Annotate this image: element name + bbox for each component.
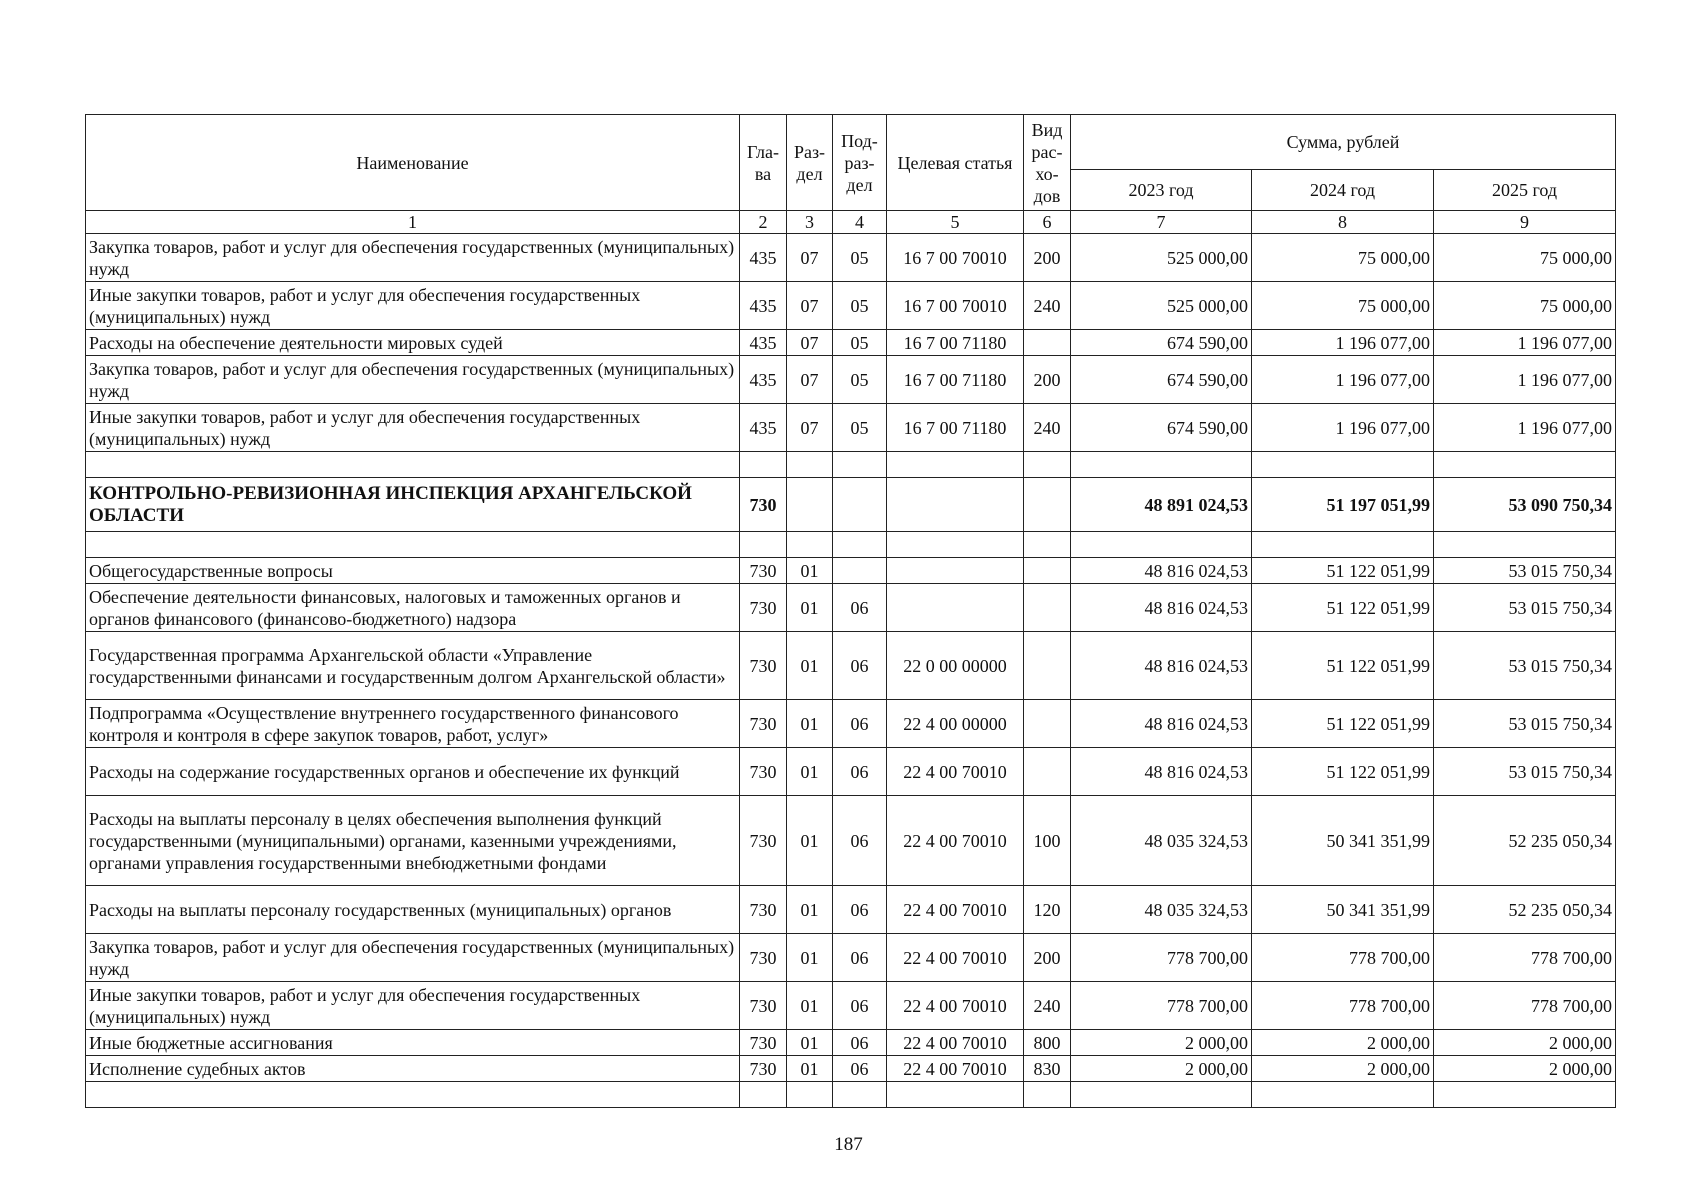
row-amount-2024: 2 000,00 bbox=[1252, 1056, 1434, 1082]
row-amount-2023: 674 590,00 bbox=[1071, 404, 1252, 452]
row-name: Государственная программа Архангельской области «Управление государственными финансами и государственным долгом Архангельской области» bbox=[86, 632, 740, 700]
row-podrazdel bbox=[833, 532, 887, 558]
row-name: Иные закупки товаров, работ и услуг для обеспечения государственных (муниципальных) нужд bbox=[86, 404, 740, 452]
row-razdel: 07 bbox=[787, 282, 833, 330]
row-name: Расходы на содержание государственных органов и обеспечение их функций bbox=[86, 748, 740, 796]
row-glava: 435 bbox=[740, 282, 787, 330]
row-razdel: 01 bbox=[787, 748, 833, 796]
row-name: Расходы на выплаты персоналу в целях обеспечения выполнения функций государственными (муниципальными) органами, казенными учреждениями, органами управления государственными внебюджетными фондами bbox=[86, 796, 740, 886]
table-row bbox=[86, 452, 1616, 478]
row-target-article: 16 7 00 70010 bbox=[887, 234, 1024, 282]
table-row bbox=[86, 558, 1616, 584]
header-razdel: Раз-дел bbox=[787, 115, 833, 211]
row-target-article: 16 7 00 71180 bbox=[887, 404, 1024, 452]
row-name: Иные закупки товаров, работ и услуг для обеспечения государственных (муниципальных) нужд bbox=[86, 282, 740, 330]
row-glava: 435 bbox=[740, 330, 787, 356]
column-number: 4 bbox=[833, 211, 887, 234]
row-amount-2025 bbox=[1434, 532, 1616, 558]
row-target-article: 22 4 00 70010 bbox=[887, 886, 1024, 934]
row-podrazdel: 06 bbox=[833, 700, 887, 748]
row-amount-2023: 2 000,00 bbox=[1071, 1056, 1252, 1082]
row-amount-2023: 48 816 024,53 bbox=[1071, 748, 1252, 796]
row-amount-2023: 48 816 024,53 bbox=[1071, 558, 1252, 584]
row-name: Расходы на обеспечение деятельности мировых судей bbox=[86, 330, 740, 356]
header-year-2024: 2024 год bbox=[1252, 170, 1434, 211]
row-podrazdel: 06 bbox=[833, 886, 887, 934]
row-expense-type: 800 bbox=[1024, 1030, 1071, 1056]
row-podrazdel bbox=[833, 478, 887, 532]
row-name: Иные закупки товаров, работ и услуг для обеспечения государственных (муниципальных) нужд bbox=[86, 982, 740, 1030]
budget-table bbox=[85, 114, 1616, 1108]
row-amount-2025: 53 015 750,34 bbox=[1434, 632, 1616, 700]
row-glava: 730 bbox=[740, 1030, 787, 1056]
row-amount-2023: 2 000,00 bbox=[1071, 1030, 1252, 1056]
row-expense-type bbox=[1024, 632, 1071, 700]
row-razdel: 01 bbox=[787, 632, 833, 700]
row-expense-type bbox=[1024, 1082, 1071, 1108]
row-name bbox=[86, 1082, 740, 1108]
row-name: Расходы на выплаты персоналу государственных (муниципальных) органов bbox=[86, 886, 740, 934]
row-amount-2023: 778 700,00 bbox=[1071, 982, 1252, 1030]
row-razdel: 07 bbox=[787, 356, 833, 404]
table-row bbox=[86, 796, 1616, 886]
row-razdel: 01 bbox=[787, 1056, 833, 1082]
row-amount-2025: 52 235 050,34 bbox=[1434, 796, 1616, 886]
table-row bbox=[86, 632, 1616, 700]
row-podrazdel: 06 bbox=[833, 584, 887, 632]
row-name bbox=[86, 452, 740, 478]
row-amount-2025: 778 700,00 bbox=[1434, 982, 1616, 1030]
row-expense-type: 240 bbox=[1024, 282, 1071, 330]
row-target-article: 22 4 00 70010 bbox=[887, 982, 1024, 1030]
row-name: Общегосударственные вопросы bbox=[86, 558, 740, 584]
row-expense-type bbox=[1024, 748, 1071, 796]
row-target-article bbox=[887, 558, 1024, 584]
table-row bbox=[86, 934, 1616, 982]
row-podrazdel: 06 bbox=[833, 982, 887, 1030]
row-podrazdel: 05 bbox=[833, 234, 887, 282]
table-row bbox=[86, 748, 1616, 796]
row-amount-2025: 53 015 750,34 bbox=[1434, 700, 1616, 748]
row-podrazdel: 06 bbox=[833, 632, 887, 700]
row-amount-2024: 75 000,00 bbox=[1252, 282, 1434, 330]
row-amount-2023: 778 700,00 bbox=[1071, 934, 1252, 982]
row-expense-type bbox=[1024, 700, 1071, 748]
row-amount-2023: 48 891 024,53 bbox=[1071, 478, 1252, 532]
row-expense-type bbox=[1024, 478, 1071, 532]
row-target-article: 22 4 00 00000 bbox=[887, 700, 1024, 748]
column-number: 1 bbox=[86, 211, 740, 234]
row-podrazdel bbox=[833, 1082, 887, 1108]
table-row bbox=[86, 404, 1616, 452]
row-razdel: 01 bbox=[787, 1030, 833, 1056]
row-razdel: 07 bbox=[787, 404, 833, 452]
row-target-article bbox=[887, 452, 1024, 478]
row-amount-2024: 1 196 077,00 bbox=[1252, 404, 1434, 452]
table-row bbox=[86, 886, 1616, 934]
row-expense-type bbox=[1024, 330, 1071, 356]
row-amount-2024 bbox=[1252, 1082, 1434, 1108]
row-glava: 730 bbox=[740, 796, 787, 886]
row-razdel bbox=[787, 478, 833, 532]
row-name: Закупка товаров, работ и услуг для обеспечения государственных (муниципальных) нужд bbox=[86, 356, 740, 404]
row-glava: 730 bbox=[740, 886, 787, 934]
header-year-2025: 2025 год bbox=[1434, 170, 1616, 211]
row-amount-2024: 778 700,00 bbox=[1252, 934, 1434, 982]
header-vid: Вид рас-хо-дов bbox=[1024, 115, 1071, 211]
table-row bbox=[86, 330, 1616, 356]
row-name: Закупка товаров, работ и услуг для обеспечения государственных (муниципальных) нужд bbox=[86, 934, 740, 982]
row-razdel bbox=[787, 532, 833, 558]
row-amount-2023: 674 590,00 bbox=[1071, 330, 1252, 356]
row-amount-2024: 50 341 351,99 bbox=[1252, 796, 1434, 886]
row-amount-2023: 525 000,00 bbox=[1071, 282, 1252, 330]
row-amount-2024: 51 122 051,99 bbox=[1252, 632, 1434, 700]
row-amount-2025: 75 000,00 bbox=[1434, 234, 1616, 282]
row-podrazdel bbox=[833, 558, 887, 584]
row-amount-2024: 51 122 051,99 bbox=[1252, 584, 1434, 632]
row-podrazdel: 06 bbox=[833, 748, 887, 796]
row-amount-2024: 1 196 077,00 bbox=[1252, 356, 1434, 404]
row-amount-2025: 2 000,00 bbox=[1434, 1056, 1616, 1082]
row-glava: 435 bbox=[740, 404, 787, 452]
row-amount-2024: 51 122 051,99 bbox=[1252, 748, 1434, 796]
row-target-article bbox=[887, 478, 1024, 532]
row-podrazdel: 06 bbox=[833, 796, 887, 886]
row-glava bbox=[740, 532, 787, 558]
row-amount-2023: 48 035 324,53 bbox=[1071, 796, 1252, 886]
row-glava: 435 bbox=[740, 356, 787, 404]
table-row bbox=[86, 282, 1616, 330]
header-year-2023: 2023 год bbox=[1071, 170, 1252, 211]
row-name bbox=[86, 532, 740, 558]
row-amount-2023: 48 816 024,53 bbox=[1071, 584, 1252, 632]
row-podrazdel: 05 bbox=[833, 404, 887, 452]
row-amount-2024: 51 197 051,99 bbox=[1252, 478, 1434, 532]
table-row bbox=[86, 1030, 1616, 1056]
row-amount-2023: 48 035 324,53 bbox=[1071, 886, 1252, 934]
row-amount-2024: 50 341 351,99 bbox=[1252, 886, 1434, 934]
row-amount-2025 bbox=[1434, 1082, 1616, 1108]
row-amount-2023: 525 000,00 bbox=[1071, 234, 1252, 282]
column-number: 3 bbox=[787, 211, 833, 234]
row-podrazdel: 05 bbox=[833, 330, 887, 356]
row-amount-2025: 1 196 077,00 bbox=[1434, 330, 1616, 356]
row-podrazdel: 06 bbox=[833, 1056, 887, 1082]
row-amount-2024: 51 122 051,99 bbox=[1252, 558, 1434, 584]
row-razdel: 01 bbox=[787, 934, 833, 982]
table-row bbox=[86, 700, 1616, 748]
row-glava: 730 bbox=[740, 632, 787, 700]
row-expense-type: 100 bbox=[1024, 796, 1071, 886]
column-number: 2 bbox=[740, 211, 787, 234]
row-name: Иные бюджетные ассигнования bbox=[86, 1030, 740, 1056]
row-razdel: 01 bbox=[787, 558, 833, 584]
row-amount-2025: 53 090 750,34 bbox=[1434, 478, 1616, 532]
column-number: 5 bbox=[887, 211, 1024, 234]
table-row bbox=[86, 532, 1616, 558]
row-target-article: 22 4 00 70010 bbox=[887, 796, 1024, 886]
row-razdel: 01 bbox=[787, 886, 833, 934]
row-glava bbox=[740, 1082, 787, 1108]
row-target-article: 22 4 00 70010 bbox=[887, 1030, 1024, 1056]
row-expense-type: 200 bbox=[1024, 356, 1071, 404]
row-amount-2025: 53 015 750,34 bbox=[1434, 748, 1616, 796]
row-podrazdel bbox=[833, 452, 887, 478]
row-glava: 730 bbox=[740, 700, 787, 748]
header-name: Наименование bbox=[86, 115, 740, 211]
row-glava: 730 bbox=[740, 478, 787, 532]
row-amount-2025: 53 015 750,34 bbox=[1434, 584, 1616, 632]
row-glava: 730 bbox=[740, 584, 787, 632]
row-glava: 730 bbox=[740, 1056, 787, 1082]
column-number: 9 bbox=[1434, 211, 1616, 234]
row-target-article bbox=[887, 1082, 1024, 1108]
row-expense-type bbox=[1024, 532, 1071, 558]
column-number: 7 bbox=[1071, 211, 1252, 234]
row-expense-type bbox=[1024, 584, 1071, 632]
row-amount-2023 bbox=[1071, 532, 1252, 558]
row-name: Закупка товаров, работ и услуг для обеспечения государственных (муниципальных) нужд bbox=[86, 234, 740, 282]
row-amount-2024 bbox=[1252, 452, 1434, 478]
row-glava: 435 bbox=[740, 234, 787, 282]
row-podrazdel: 06 bbox=[833, 934, 887, 982]
row-expense-type bbox=[1024, 452, 1071, 478]
row-target-article: 22 0 00 00000 bbox=[887, 632, 1024, 700]
row-podrazdel: 05 bbox=[833, 282, 887, 330]
row-name: КОНТРОЛЬНО-РЕВИЗИОННАЯ ИНСПЕКЦИЯ АРХАНГЕЛЬСКОЙ ОБЛАСТИ bbox=[86, 478, 740, 532]
row-name: Подпрограмма «Осуществление внутреннего государственного финансового контроля и контроля в сфере закупок товаров, работ, услуг» bbox=[86, 700, 740, 748]
row-razdel bbox=[787, 1082, 833, 1108]
column-number: 8 bbox=[1252, 211, 1434, 234]
row-glava bbox=[740, 452, 787, 478]
row-amount-2023: 48 816 024,53 bbox=[1071, 700, 1252, 748]
row-expense-type: 200 bbox=[1024, 934, 1071, 982]
row-amount-2025: 75 000,00 bbox=[1434, 282, 1616, 330]
row-expense-type: 200 bbox=[1024, 234, 1071, 282]
row-expense-type bbox=[1024, 558, 1071, 584]
row-name: Обеспечение деятельности финансовых, налоговых и таможенных органов и органов финансового (финансово-бюджетного) надзора bbox=[86, 584, 740, 632]
row-amount-2025 bbox=[1434, 452, 1616, 478]
table-row bbox=[86, 1082, 1616, 1108]
column-numbers bbox=[86, 211, 1616, 234]
row-amount-2024: 2 000,00 bbox=[1252, 1030, 1434, 1056]
row-expense-type: 120 bbox=[1024, 886, 1071, 934]
header-podrazdel: Под-раз-дел bbox=[833, 115, 887, 211]
table-row bbox=[86, 982, 1616, 1030]
table-body bbox=[86, 234, 1616, 1108]
row-amount-2024: 75 000,00 bbox=[1252, 234, 1434, 282]
row-amount-2024: 778 700,00 bbox=[1252, 982, 1434, 1030]
row-target-article: 16 7 00 71180 bbox=[887, 330, 1024, 356]
page-number: 187 bbox=[834, 1134, 863, 1155]
table-row bbox=[86, 1056, 1616, 1082]
row-target-article bbox=[887, 532, 1024, 558]
row-name: Исполнение судебных актов bbox=[86, 1056, 740, 1082]
table-header bbox=[86, 115, 1616, 234]
row-amount-2023 bbox=[1071, 1082, 1252, 1108]
header-summa: Сумма, рублей bbox=[1071, 115, 1616, 170]
row-amount-2023: 48 816 024,53 bbox=[1071, 632, 1252, 700]
row-razdel: 07 bbox=[787, 234, 833, 282]
row-glava: 730 bbox=[740, 934, 787, 982]
row-razdel: 01 bbox=[787, 796, 833, 886]
row-amount-2024 bbox=[1252, 532, 1434, 558]
row-amount-2025: 53 015 750,34 bbox=[1434, 558, 1616, 584]
row-amount-2025: 52 235 050,34 bbox=[1434, 886, 1616, 934]
row-razdel: 01 bbox=[787, 584, 833, 632]
row-podrazdel: 06 bbox=[833, 1030, 887, 1056]
row-target-article: 16 7 00 71180 bbox=[887, 356, 1024, 404]
column-number: 6 bbox=[1024, 211, 1071, 234]
row-razdel: 01 bbox=[787, 982, 833, 1030]
row-amount-2025: 1 196 077,00 bbox=[1434, 356, 1616, 404]
row-target-article: 22 4 00 70010 bbox=[887, 934, 1024, 982]
row-amount-2023 bbox=[1071, 452, 1252, 478]
row-expense-type: 240 bbox=[1024, 982, 1071, 1030]
row-razdel: 01 bbox=[787, 700, 833, 748]
table-row bbox=[86, 356, 1616, 404]
row-razdel: 07 bbox=[787, 330, 833, 356]
row-target-article: 16 7 00 70010 bbox=[887, 282, 1024, 330]
header-celevaya: Целевая статья bbox=[887, 115, 1024, 211]
table-row bbox=[86, 584, 1616, 632]
header-glava: Гла-ва bbox=[740, 115, 787, 211]
row-expense-type: 830 bbox=[1024, 1056, 1071, 1082]
row-amount-2025: 2 000,00 bbox=[1434, 1030, 1616, 1056]
row-target-article: 22 4 00 70010 bbox=[887, 1056, 1024, 1082]
row-target-article bbox=[887, 584, 1024, 632]
row-amount-2024: 51 122 051,99 bbox=[1252, 700, 1434, 748]
table-row bbox=[86, 234, 1616, 282]
row-amount-2025: 778 700,00 bbox=[1434, 934, 1616, 982]
row-glava: 730 bbox=[740, 982, 787, 1030]
row-amount-2023: 674 590,00 bbox=[1071, 356, 1252, 404]
table-row bbox=[86, 478, 1616, 532]
row-amount-2025: 1 196 077,00 bbox=[1434, 404, 1616, 452]
row-glava: 730 bbox=[740, 748, 787, 796]
row-amount-2024: 1 196 077,00 bbox=[1252, 330, 1434, 356]
row-expense-type: 240 bbox=[1024, 404, 1071, 452]
row-razdel bbox=[787, 452, 833, 478]
row-podrazdel: 05 bbox=[833, 356, 887, 404]
row-target-article: 22 4 00 70010 bbox=[887, 748, 1024, 796]
row-glava: 730 bbox=[740, 558, 787, 584]
